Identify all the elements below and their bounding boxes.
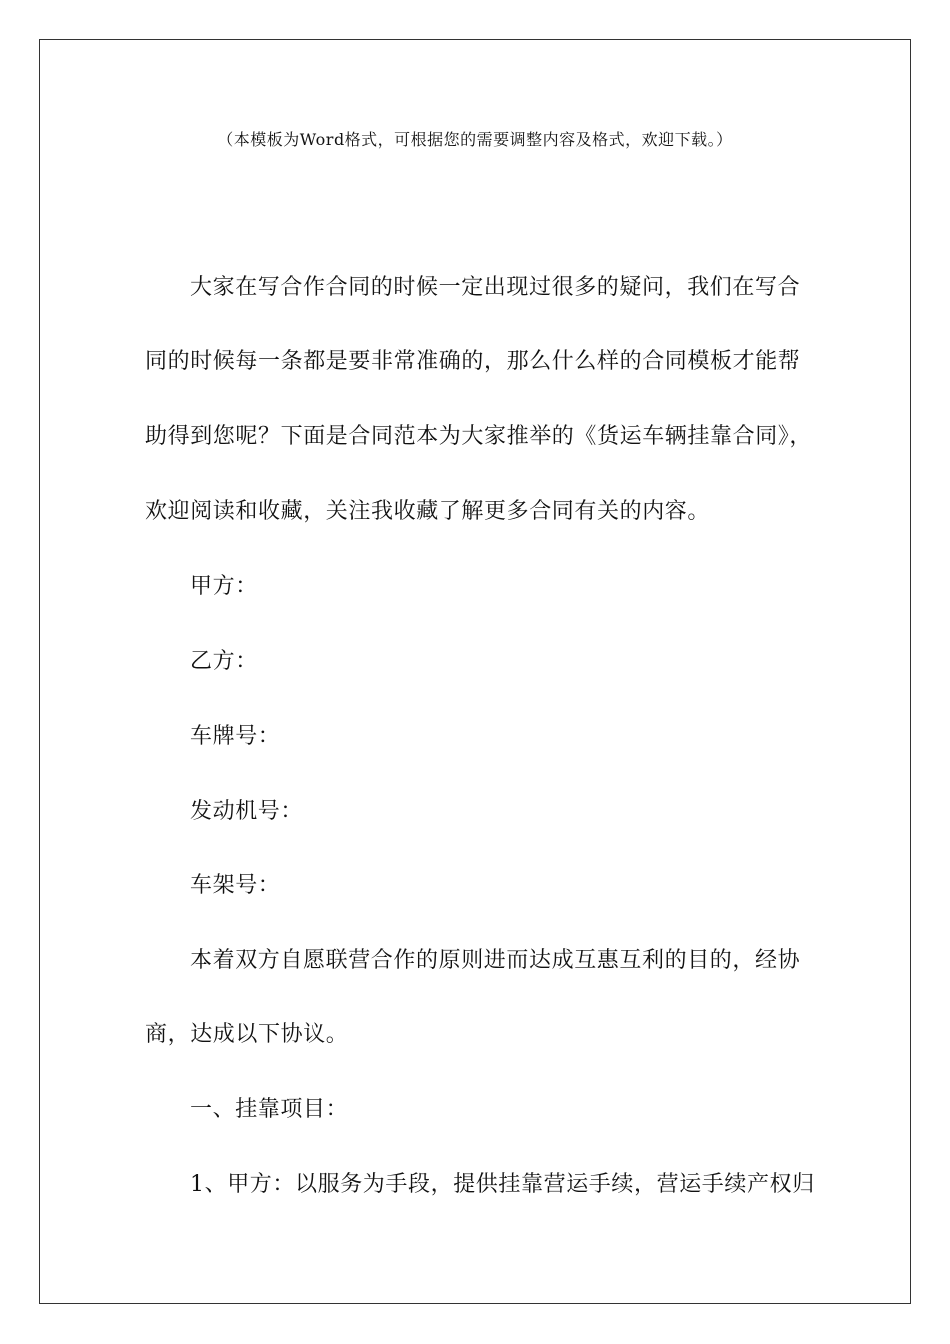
section-1-title: 一、挂靠项目：	[190, 1097, 349, 1122]
plate-number-label: 车牌号：	[190, 724, 281, 749]
page-border	[39, 39, 911, 1304]
intro-line-2: 同的时候每一条都是要非常准确的，那么什么样的合同模板才能帮	[145, 349, 801, 374]
party-a-label: 甲方：	[190, 574, 258, 599]
clause-1-line: 1、甲方：以服务为手段，提供挂靠营运手续，营运手续产权归	[190, 1172, 815, 1197]
engine-number-label: 发动机号：	[190, 799, 304, 824]
intro-line-3: 助得到您呢？下面是合同范本为大家推举的《货运车辆挂靠合同》，	[145, 424, 813, 449]
frame-number-label: 车架号：	[190, 873, 281, 898]
template-note: （本模板为Word格式，可根据您的需要调整内容及格式，欢迎下载。）	[217, 130, 733, 149]
intro-line-4: 欢迎阅读和收藏，关注我收藏了解更多合同有关的内容。	[145, 499, 711, 524]
party-b-label: 乙方：	[190, 649, 258, 674]
principle-line-2: 商，达成以下协议。	[145, 1022, 349, 1047]
intro-line-1: 大家在写合作合同的时候一定出现过很多的疑问，我们在写合	[190, 275, 801, 300]
principle-line-1: 本着双方自愿联营合作的原则进而达成互惠互利的目的，经协	[190, 948, 801, 973]
